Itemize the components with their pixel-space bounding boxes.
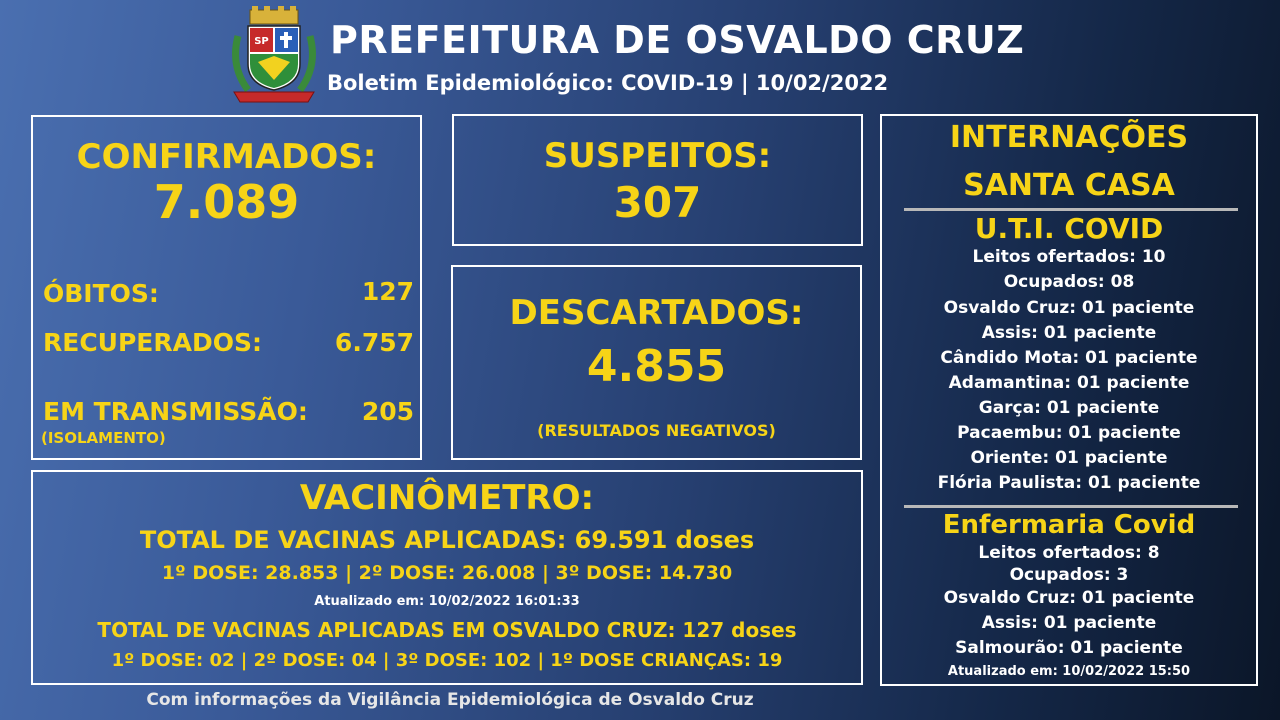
vacinometro-doses: 1º DOSE: 28.853 | 2º DOSE: 26.008 | 3º DOSE: 14.730 [161, 562, 733, 584]
confirmados-panel [31, 115, 422, 460]
uti-leitos: Leitos ofertados: 10 [972, 247, 1166, 267]
internacoes-title-1: INTERNAÇÕES [949, 120, 1189, 155]
descartados-panel [451, 265, 862, 460]
vacinometro-panel [31, 470, 863, 685]
enfermaria-paciente: Salmourão: 01 paciente [955, 638, 1183, 658]
suspeitos-label: SUSPEITOS: [543, 136, 772, 176]
vacinometro-local-doses: 1º DOSE: 02 | 2º DOSE: 04 | 3º DOSE: 102 | 1º DOSE CRIANÇAS: 19 [111, 650, 783, 671]
header [0, 0, 1280, 110]
crest-initials: SP [254, 36, 269, 47]
recuperados-value: 6.757 [334, 328, 414, 357]
confirmados-value: 7.089 [153, 175, 300, 229]
internacoes-updated: Atualizado em: 10/02/2022 15:50 [947, 664, 1191, 679]
descartados-label: DESCARTADOS: [509, 293, 804, 333]
uti-paciente: Adamantina: 01 paciente [948, 373, 1190, 393]
suspeitos-value: 307 [613, 178, 702, 227]
obitos-value: 127 [361, 277, 414, 306]
uti-ocupados: Ocupados: 08 [1003, 272, 1135, 292]
confirmados-label: CONFIRMADOS: [76, 137, 377, 177]
internacoes-panel [880, 114, 1258, 686]
vacinometro-local-total: TOTAL DE VACINAS APLICADAS EM OSVALDO CRUZ: 127 doses [97, 618, 797, 642]
enfermaria-leitos: Leitos ofertados: 8 [978, 543, 1160, 563]
uti-paciente: Assis: 01 paciente [981, 323, 1157, 343]
uti-title: U.T.I. COVID [974, 212, 1164, 245]
uti-paciente: Osvaldo Cruz: 01 paciente [943, 298, 1195, 318]
internacoes-title-2: SANTA CASA [963, 168, 1175, 203]
uti-paciente: Garça: 01 paciente [978, 398, 1160, 418]
obitos-label: ÓBITOS: [43, 279, 159, 308]
uti-paciente: Pacaembu: 01 paciente [957, 423, 1181, 443]
uti-paciente: Flória Paulista: 01 paciente [937, 473, 1201, 493]
suspeitos-panel [452, 114, 863, 246]
vacinometro-updated: Atualizado em: 10/02/2022 16:01:33 [314, 594, 580, 609]
transmissao-note: (ISOLAMENTO) [41, 429, 166, 447]
enfermaria-paciente: Osvaldo Cruz: 01 paciente [943, 588, 1195, 608]
enfermaria-title: Enfermaria Covid [942, 510, 1196, 540]
vacinometro-title: VACINÔMETRO: [299, 478, 595, 518]
uti-paciente: Cândido Mota: 01 paciente [940, 348, 1198, 368]
enfermaria-paciente: Assis: 01 paciente [981, 613, 1157, 633]
descartados-value: 4.855 [586, 341, 727, 392]
page-title: PREFEITURA DE OSVALDO CRUZ [330, 18, 1025, 62]
footer-source: Com informações da Vigilância Epidemiológica de Osvaldo Cruz [146, 690, 754, 710]
transmissao-label: EM TRANSMISSÃO: [43, 397, 308, 426]
divider [904, 208, 1238, 211]
vacinometro-total: TOTAL DE VACINAS APLICADAS: 69.591 doses [139, 526, 755, 554]
page-subtitle: Boletim Epidemiológico: COVID-19 | 10/02/2022 [327, 71, 889, 95]
city-crest-logo [228, 6, 320, 104]
divider [904, 505, 1238, 508]
transmissao-value: 205 [361, 397, 414, 426]
descartados-note: (RESULTADOS NEGATIVOS) [537, 421, 776, 440]
uti-paciente: Oriente: 01 paciente [970, 448, 1168, 468]
recuperados-label: RECUPERADOS: [43, 328, 262, 357]
enfermaria-ocupados: Ocupados: 3 [1009, 565, 1129, 585]
